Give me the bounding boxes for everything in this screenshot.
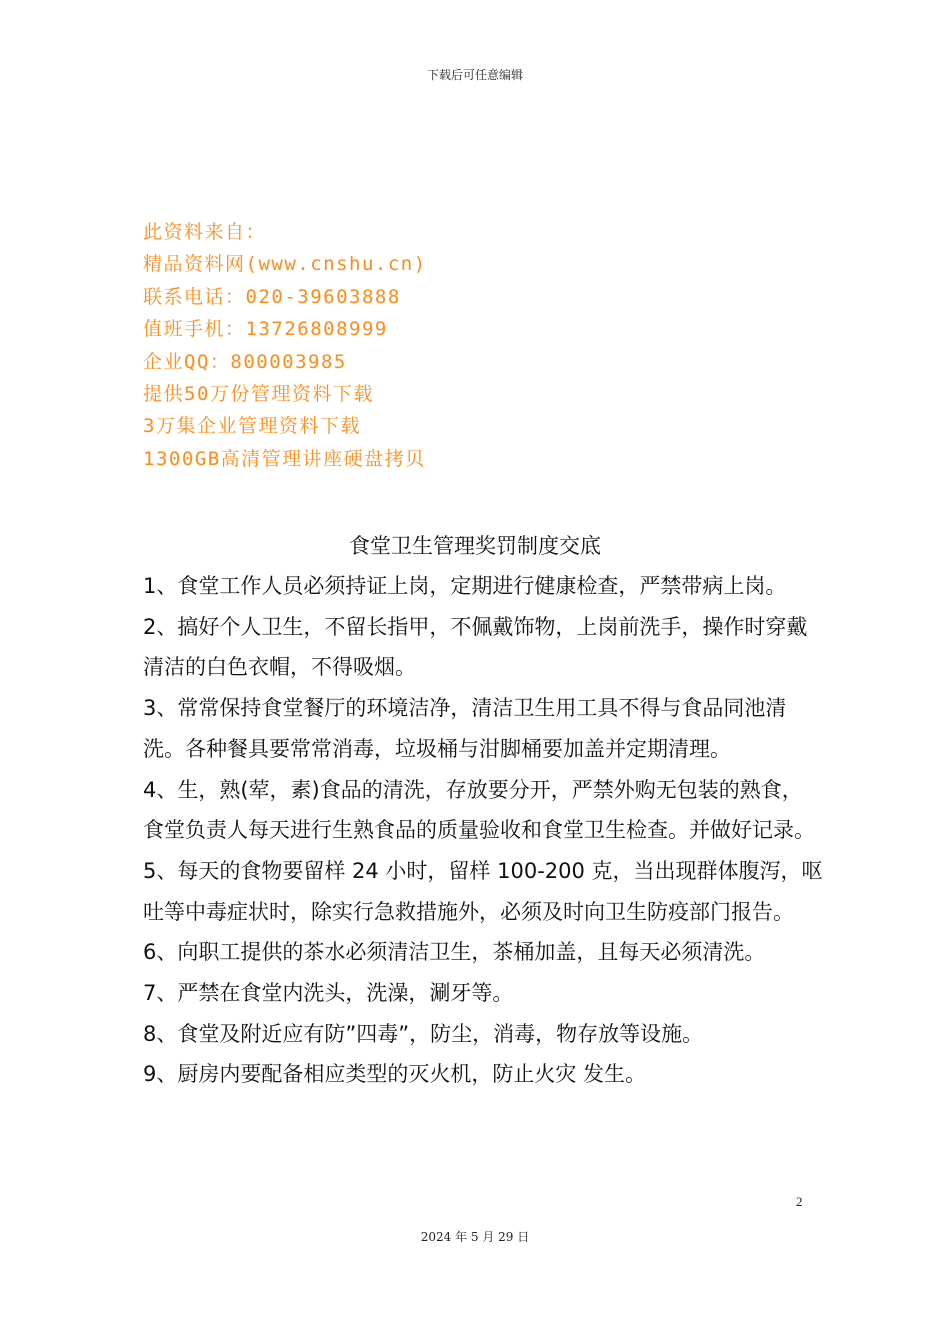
source-line-offer-3: 1300GB高清管理讲座硬盘拷贝 [143, 447, 426, 470]
source-line-offer-1: 提供50万份管理资料下载 [143, 383, 374, 406]
rule-item-9: 9、厨房内要配备相应类型的灭火机，防止火灾 发生。 [143, 1062, 647, 1087]
source-info-block [143, 216, 843, 475]
source-line-mobile: 值班手机：13726808999 [143, 318, 388, 341]
rule-item-3: 3、常常保持食堂餐厅的环境洁净，清洁卫生用工具不得与食品同池清洗。各种餐具要常常消毒，垃圾桶与泔脚桶要加盖并定期清理。 [143, 696, 787, 761]
footer-date: 2024 年 5 月 29 日 [420, 1230, 530, 1244]
document-body [143, 566, 823, 1095]
source-line-phone: 联系电话：020-39603888 [143, 285, 401, 308]
rule-item-4: 4、生，熟(荤，素)食品的清洗，存放要分开，严禁外购无包装的熟食，食堂负责人每天进行生熟食品的质量验收和食堂卫生检查。并做好记录。 [143, 777, 815, 843]
rule-item-7: 7、严禁在食堂内洗头，洗澡，涮牙等。 [143, 981, 514, 1006]
header-note: 下载后可任意编辑 [426, 68, 523, 82]
source-line-offer-2: 3万集企业管理资料下载 [143, 415, 361, 438]
rule-item-2: 2、搞好个人卫生，不留长指甲，不佩戴饰物，上岗前洗手，操作时穿戴清洁的白色衣帽，不得吸烟。 [143, 614, 808, 680]
source-line-origin: 此资料来自： [143, 221, 267, 243]
document-title: 食堂卫生管理奖罚制度交底 [349, 534, 601, 558]
source-line-qq: 企业QQ：800003985 [143, 350, 347, 373]
rule-item-5: 5、每天的食物要留样 24 小时，留样 100-200 克，当出现群体腹泻，呕吐等中毒症状时，除实行急救措施外，必须及时向卫生防疫部门报告。 [143, 858, 823, 924]
page-number: 2 [796, 1194, 803, 1209]
rule-item-6: 6、向职工提供的茶水必须清洁卫生，茶桶加盖，且每天必须清洗。 [143, 940, 766, 965]
source-line-website: 精品资料网(www.cnshu.cn) [143, 253, 427, 276]
rule-item-8: 8、食堂及附近应有防”四毒”，防尘，消毒，物存放等设施。 [143, 1021, 704, 1046]
rule-item-1: 1、食堂工作人员必须持证上岗，定期进行健康检查，严禁带病上岗。 [143, 574, 787, 598]
